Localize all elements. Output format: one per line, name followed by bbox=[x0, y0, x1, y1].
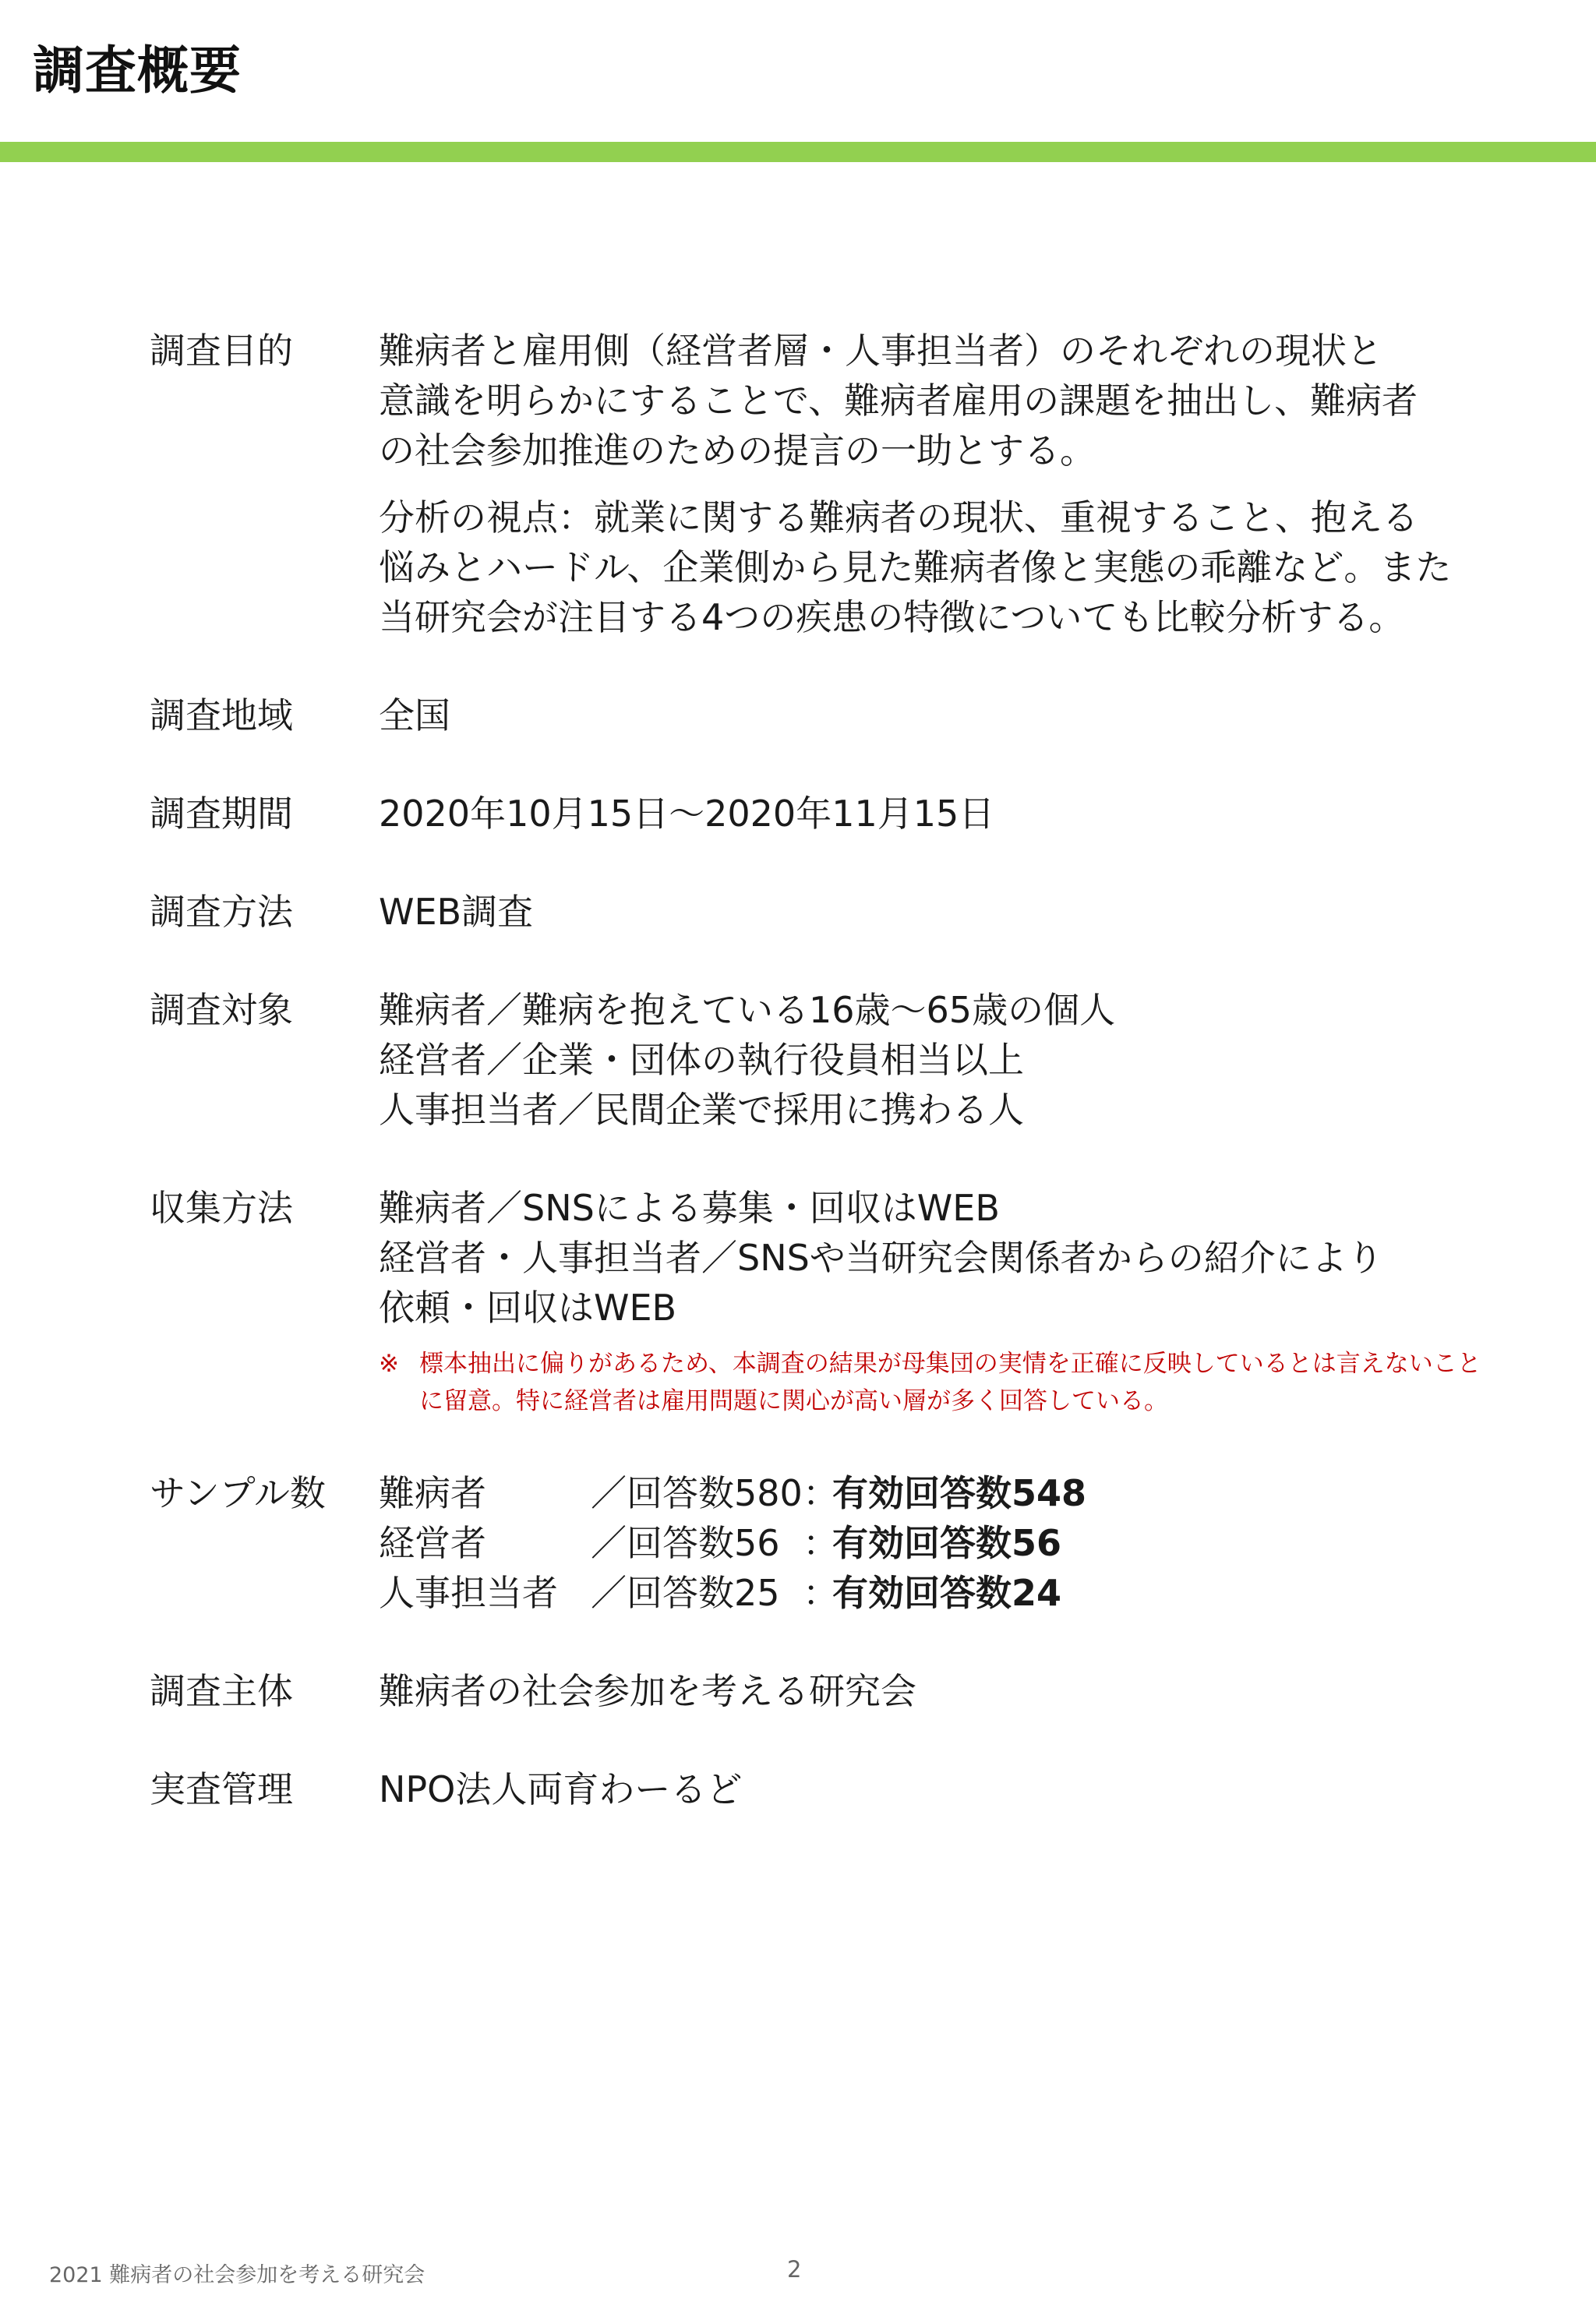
purpose-line: の社会参加推進のための提言の一助とする。 bbox=[379, 429, 1096, 471]
row-period bbox=[150, 789, 1474, 839]
sampling-note bbox=[379, 1345, 1502, 1420]
note-text: 標本抽出に偏りがあるため、本調査の結果が母集団の実情を正確に反映しているとは言えないことに留意。特に経営者は雇用問題に関心が高い層が多く回答している。 bbox=[419, 1350, 1481, 1415]
target-value bbox=[379, 985, 1474, 1135]
period-label: 調査期間 bbox=[150, 793, 293, 835]
sample-count: ／回答数56 bbox=[591, 1522, 780, 1564]
analysis-line: 当研究会が注目する4つの疾患の特徴についても比較分析する。 bbox=[379, 596, 1405, 638]
sample-row bbox=[379, 1518, 1474, 1568]
row-area bbox=[150, 690, 1474, 740]
page-title: 調査概要 bbox=[33, 41, 242, 101]
area-value: 全国 bbox=[379, 694, 450, 736]
target-label: 調査対象 bbox=[150, 989, 293, 1031]
purpose-value bbox=[379, 326, 1474, 642]
purpose-label: 調査目的 bbox=[150, 330, 293, 372]
sample-valid: 有効回答数56 bbox=[832, 1522, 1062, 1564]
method-value: WEB調査 bbox=[379, 891, 534, 933]
collection-line: 経営者・人事担当者／SNSや当研究会関係者からの紹介により bbox=[379, 1237, 1383, 1279]
sample-colon: ： bbox=[803, 1522, 839, 1564]
management-label: 実査管理 bbox=[150, 1768, 293, 1810]
purpose-paragraph bbox=[379, 326, 1474, 475]
sample-colon: ： bbox=[803, 1472, 839, 1514]
collection-label: 収集方法 bbox=[150, 1187, 293, 1229]
sample-colon: ： bbox=[803, 1572, 839, 1614]
purpose-line: 意識を明らかにすることで、難病者雇用の課題を抽出し、難病者 bbox=[379, 380, 1418, 422]
sample-valid: 有効回答数24 bbox=[832, 1572, 1062, 1614]
organizer-value: 難病者の社会参加を考える研究会 bbox=[379, 1670, 916, 1712]
row-management bbox=[150, 1764, 1474, 1814]
target-line: 人事担当者／民間企業で採用に携わる人 bbox=[379, 1089, 1024, 1131]
row-collection bbox=[150, 1183, 1481, 1420]
collection-line: 依頼・回収はWEB bbox=[379, 1287, 677, 1329]
sample-group: 経営者 bbox=[379, 1522, 486, 1564]
sample-row bbox=[379, 1568, 1474, 1618]
sample-group: 難病者 bbox=[379, 1472, 486, 1514]
sample-row bbox=[379, 1468, 1474, 1518]
analysis-line: 分析の視点：就業に関する難病者の現状、重視すること、抱える bbox=[379, 496, 1418, 539]
management-value: NPO法人両育わーるど bbox=[379, 1768, 743, 1810]
accent-bar bbox=[0, 142, 1596, 162]
sample-group: 人事担当者 bbox=[379, 1572, 558, 1614]
sample-value bbox=[379, 1468, 1474, 1618]
row-purpose bbox=[150, 326, 1474, 642]
organizer-label: 調査主体 bbox=[150, 1670, 293, 1712]
sample-valid: 有効回答数548 bbox=[832, 1472, 1087, 1514]
target-line: 難病者／難病を抱えている16歳～65歳の個人 bbox=[379, 989, 1116, 1031]
row-organizer bbox=[150, 1666, 1474, 1716]
target-line: 経営者／企業・団体の執行役員相当以上 bbox=[379, 1039, 1024, 1081]
note-mark: ※ bbox=[379, 1350, 399, 1378]
purpose-line: 難病者と雇用側（経営者層・人事担当者）のそれぞれの現状と bbox=[379, 330, 1382, 372]
method-label: 調査方法 bbox=[150, 891, 293, 933]
period-value: 2020年10月15日～2020年11月15日 bbox=[379, 793, 995, 835]
area-label: 調査地域 bbox=[150, 694, 293, 736]
sample-count: ／回答数25 bbox=[591, 1572, 780, 1614]
row-method bbox=[150, 887, 1474, 937]
analysis-paragraph bbox=[379, 493, 1474, 642]
sample-count: ／回答数580 bbox=[591, 1472, 803, 1514]
page-number: 2 bbox=[787, 2256, 802, 2283]
footer-text: 2021 難病者の社会参加を考える研究会 bbox=[49, 2263, 425, 2287]
collection-value bbox=[379, 1183, 1502, 1420]
analysis-line: 悩みとハードル、企業側から見た難病者像と実態の乖離など。また bbox=[379, 546, 1452, 588]
collection-line: 難病者／SNSによる募集・回収はWEB bbox=[379, 1187, 1000, 1229]
row-sample bbox=[150, 1468, 1474, 1618]
survey-overview bbox=[150, 326, 1481, 1863]
sample-label: サンプル数 bbox=[150, 1472, 326, 1514]
row-target bbox=[150, 985, 1474, 1135]
